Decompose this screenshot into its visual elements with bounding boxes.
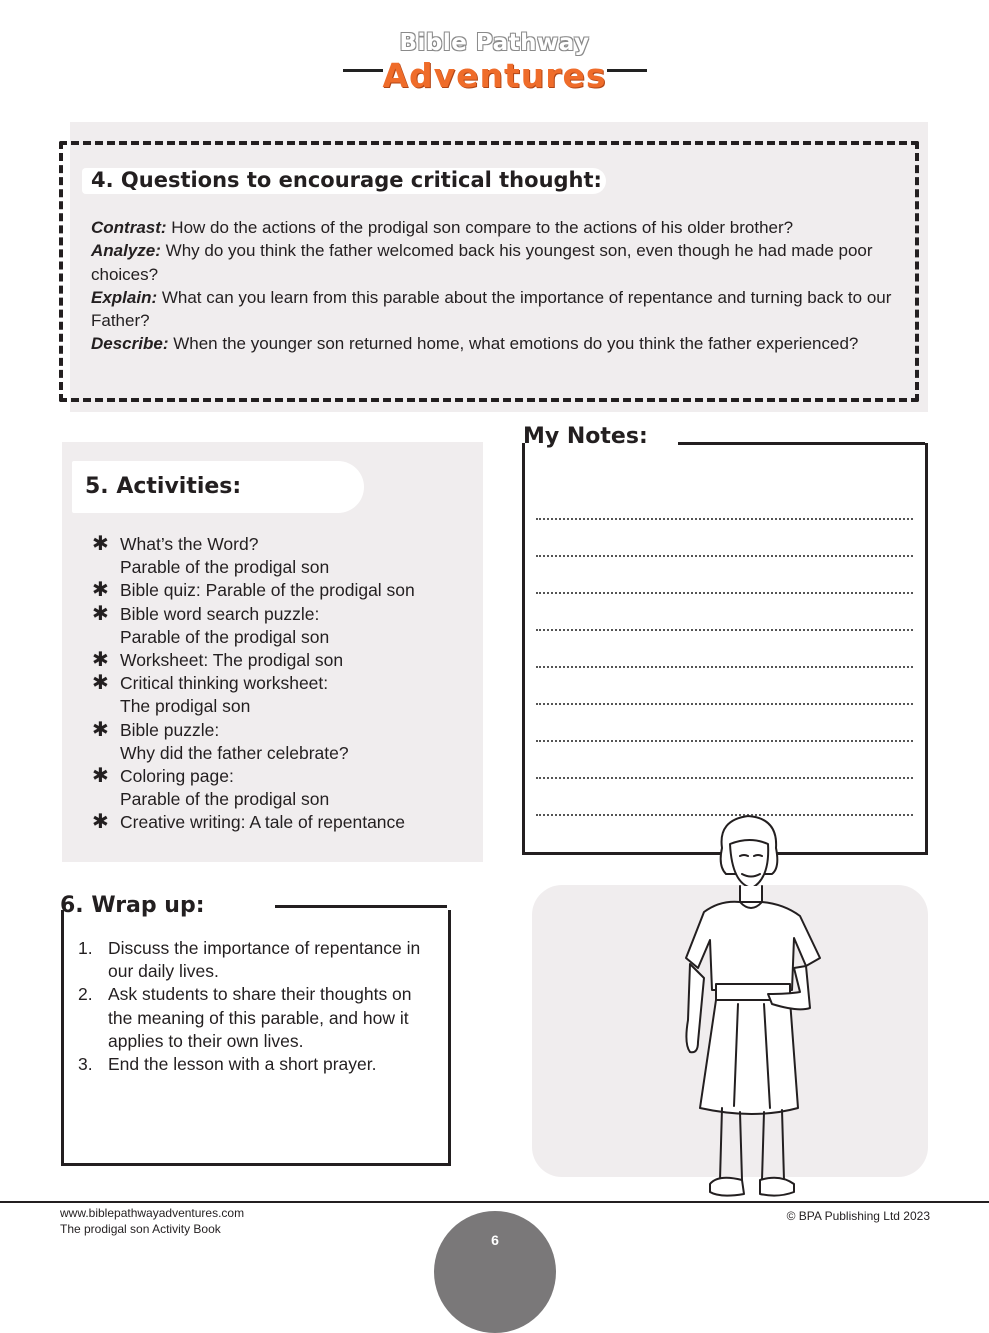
logo-top-text: Bible Pathway bbox=[399, 30, 590, 56]
question-label: Describe: bbox=[91, 334, 169, 354]
list-item: ✱ Bible puzzle: Why did the father celebrate? bbox=[92, 718, 349, 763]
notes-title: My Notes: bbox=[523, 424, 648, 449]
notes-writing-line bbox=[536, 629, 913, 631]
section4-title: 4. Questions to encourage critical thought: bbox=[91, 168, 602, 192]
list-item: 3. End the lesson with a short prayer. bbox=[78, 1054, 377, 1075]
question-item bbox=[91, 286, 896, 333]
question-label: Analyze: bbox=[91, 241, 161, 261]
list-item: ✱ What’s the Word? Parable of the prodigal son bbox=[92, 533, 330, 578]
question-text: How do the actions of the prodigal son compare to the actions of his older brother? bbox=[166, 218, 794, 237]
list-item: ✱ Bible quiz: Parable of the prodigal son bbox=[92, 579, 415, 602]
section6-title: 6. Wrap up: bbox=[60, 893, 205, 918]
notes-writing-line bbox=[536, 703, 913, 705]
list-item: ✱ Critical thinking worksheet: The prodigal son bbox=[92, 672, 329, 717]
notes-writing-line bbox=[536, 740, 913, 742]
question-text: What can you learn from this parable about the importance of repentance and turning back to our Father? bbox=[91, 287, 892, 331]
notes-box bbox=[522, 443, 928, 855]
page-number-badge bbox=[434, 1211, 556, 1333]
asterisk-bullet-icon: ✱ bbox=[92, 579, 109, 602]
list-item: ✱ Coloring page: Parable of the prodigal son bbox=[92, 765, 330, 810]
notes-writing-line bbox=[536, 555, 913, 557]
questions-list bbox=[91, 216, 896, 356]
asterisk-bullet-icon: ✱ bbox=[92, 811, 109, 834]
section6-box-top-line bbox=[275, 905, 447, 908]
list-item: 1. Discuss the importance of repentance in our daily lives. bbox=[78, 938, 421, 982]
activities-list bbox=[92, 533, 477, 835]
asterisk-bullet-icon: ✱ bbox=[92, 602, 109, 625]
question-text: Why do you think the father welcomed back his youngest son, even though he had made poor choices? bbox=[91, 241, 873, 284]
notes-writing-line bbox=[536, 518, 913, 520]
asterisk-bullet-icon: ✱ bbox=[92, 672, 109, 695]
asterisk-bullet-icon: ✱ bbox=[92, 533, 109, 555]
footer-website[interactable]: www.biblepathwayadventures.com bbox=[60, 1206, 245, 1220]
notes-writing-line bbox=[536, 777, 913, 779]
asterisk-bullet-icon: ✱ bbox=[92, 718, 109, 741]
section5-title: 5. Activities: bbox=[85, 474, 242, 499]
list-item: ✱ Bible word search puzzle: Parable of the prodigal son bbox=[92, 602, 330, 647]
prodigal-son-illustration bbox=[660, 808, 840, 1204]
list-item: ✱ Creative writing: A tale of repentance bbox=[92, 811, 406, 834]
question-text: When the younger son returned home, what emotions do you think the father experienced? bbox=[168, 334, 859, 354]
footer-copyright: © BPA Publishing Ltd 2023 bbox=[786, 1209, 930, 1223]
asterisk-bullet-icon: ✱ bbox=[92, 765, 109, 788]
asterisk-bullet-icon: ✱ bbox=[92, 649, 109, 672]
logo-main-text: Adventures bbox=[382, 56, 607, 95]
footer-divider bbox=[0, 1201, 989, 1203]
footer-book-title: The prodigal son Activity Book bbox=[60, 1222, 221, 1236]
list-item: 2. Ask students to share their thoughts on the meaning of this parable, and how it applies to their own lives. bbox=[78, 984, 412, 1051]
question-item bbox=[91, 216, 896, 239]
question-label: Explain: bbox=[91, 287, 158, 307]
notes-writing-line bbox=[536, 666, 913, 668]
wrap-up-list bbox=[78, 937, 438, 1076]
page-number: 6 bbox=[491, 1232, 499, 1248]
question-label: Contrast: bbox=[91, 218, 167, 237]
question-item bbox=[91, 332, 896, 355]
notes-writing-line bbox=[536, 592, 913, 594]
question-item bbox=[91, 239, 896, 286]
list-item: ✱ Worksheet: The prodigal son bbox=[92, 649, 344, 672]
